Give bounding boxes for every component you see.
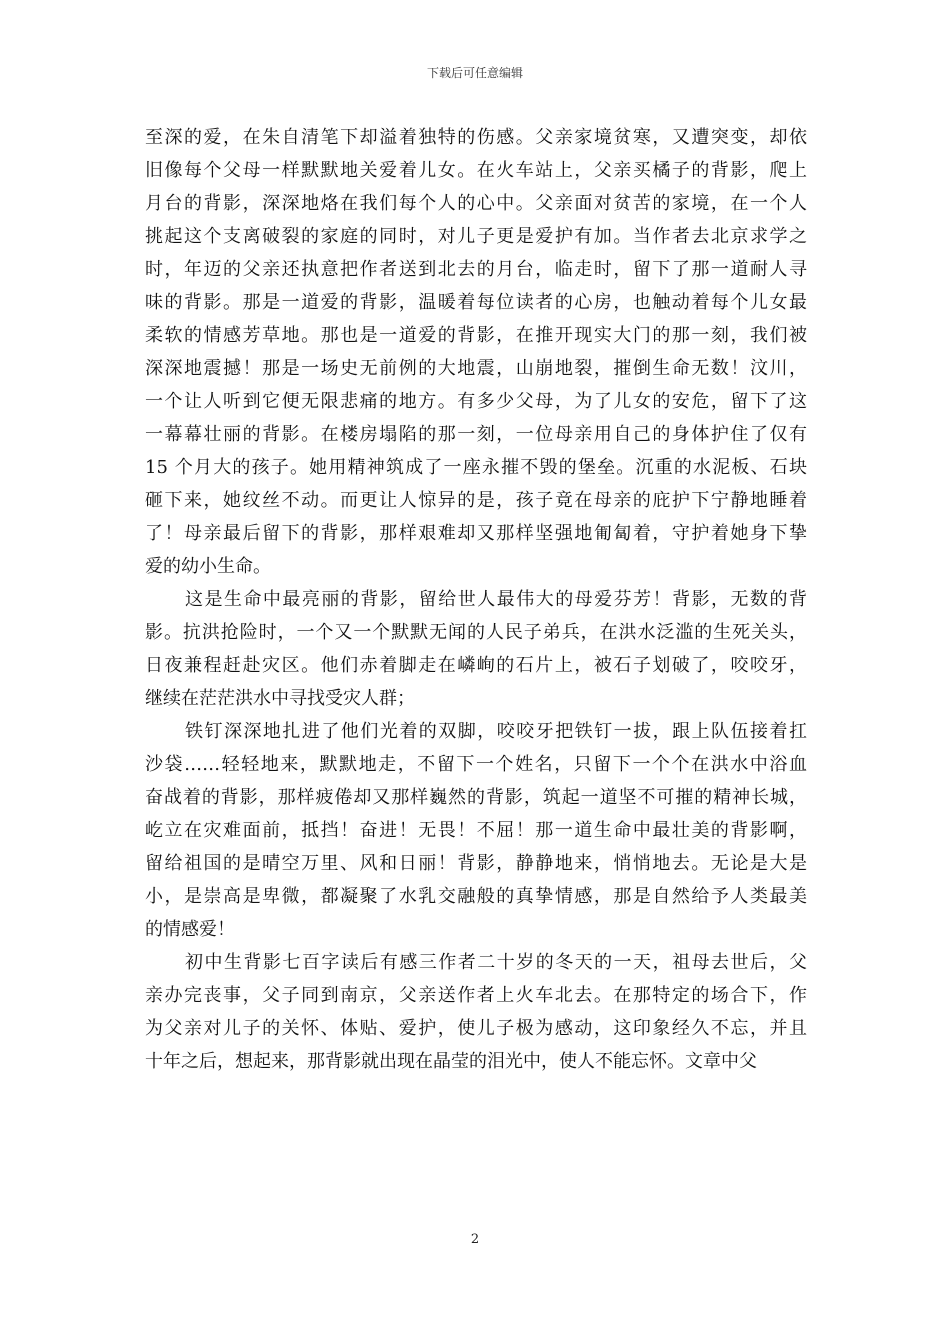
paragraph [145, 583, 807, 715]
text-line: 了！母亲最后留下的背影，那样艰难却又那样坚强地匍匐着，守护着她身下挚 [145, 523, 807, 544]
text-line: 砸下来，她纹丝不动。而更让人惊异的是，孩子竟在母亲的庇护下宁静地睡着 [145, 490, 807, 511]
text-line: 爱的幼小生命。 [145, 556, 271, 577]
document-body [145, 121, 807, 1078]
text-line: 留给祖国的是晴空万里、风和日丽！背影，静静地来，悄悄地去。无论是大是 [145, 853, 807, 874]
text-line: 深深地震撼！那是一场史无前例的大地震，山崩地裂，摧倒生命无数！汶川， [145, 358, 807, 379]
text-line: 影。抗洪抢险时，一个又一个默默无闻的人民子弟兵，在洪水泛滥的生死关头， [145, 622, 807, 643]
paragraph [145, 946, 807, 1078]
text-line: 初中生背影七百字读后有感三作者二十岁的冬天的一天，祖母去世后，父 [185, 952, 807, 973]
text-line: 一幕幕壮丽的背影。在楼房塌陷的那一刻，一位母亲用自己的身体护住了仅有 [145, 424, 807, 445]
text-line: 继续在茫茫洪水中寻找受灾人群； [145, 688, 415, 709]
text-line: 十年之后，想起来，那背影就出现在晶莹的泪光中，使人不能忘怀。文章中父 [145, 1051, 757, 1072]
text-line: 屹立在灾难面前，抵挡！奋进！无畏！不屈！那一道生命中最壮美的背影啊， [145, 820, 807, 841]
text-line: 味的背影。那是一道爱的背影，温暖着每位读者的心房，也触动着每个儿女最 [145, 292, 807, 313]
text-line: 这是生命中最亮丽的背影，留给世人最伟大的母爱芬芳！背影，无数的背 [185, 589, 807, 610]
text-line: 奋战着的背影，那样疲倦却又那样巍然的背影，筑起一道坚不可摧的精神长城， [145, 787, 807, 808]
text-line: 月台的背影，深深地烙在我们每个人的心中。父亲面对贫苦的家境，在一个人 [145, 193, 807, 214]
text-line: 一个让人听到它便无限悲痛的地方。有多少父母，为了儿女的安危，留下了这 [145, 391, 807, 412]
paragraph [145, 715, 807, 946]
text-line: 旧像每个父母一样默默地关爱着儿女。在火车站上，父亲买橘子的背影，爬上 [145, 160, 807, 181]
text-line: 挑起这个支离破裂的家庭的同时，对儿子更是爱护有加。当作者去北京求学之 [145, 226, 807, 247]
text-line: 小，是崇高是卑微，都凝聚了水乳交融般的真挚情感，那是自然给予人类最美 [145, 886, 807, 907]
text-line: 的情感爱！ [145, 919, 235, 940]
page-number: 2 [470, 1232, 480, 1247]
page-header: 下载后可任意编辑 [426, 66, 523, 80]
text-line: 亲办完丧事，父子同到南京，父亲送作者上火车北去。在那特定的场合下，作 [145, 985, 807, 1006]
text-line: 柔软的情感芳草地。那也是一道爱的背影，在推开现实大门的那一刻，我们被 [145, 325, 807, 346]
paragraph [145, 121, 807, 583]
text-line: 铁钉深深地扎进了他们光着的双脚，咬咬牙把铁钉一拔，跟上队伍接着扛 [185, 721, 807, 742]
text-line: 日夜兼程赶赴灾区。他们赤着脚走在嶙峋的石片上，被石子划破了，咬咬牙， [145, 655, 807, 676]
text-line: 沙袋……轻轻地来，默默地走，不留下一个姓名，只留下一个个在洪水中浴血 [145, 754, 807, 775]
text-line: 时，年迈的父亲还执意把作者送到北去的月台，临走时，留下了那一道耐人寻 [145, 259, 807, 280]
text-line: 至深的爱，在朱自清笔下却溢着独特的伤感。父亲家境贫寒，又遭突变，却依 [145, 127, 807, 148]
text-line: 15 个月大的孩子。她用精神筑成了一座永摧不毁的堡垒。沉重的水泥板、石块 [145, 457, 807, 478]
text-line: 为父亲对儿子的关怀、体贴、爱护，使儿子极为感动，这印象经久不忘，并且 [145, 1018, 807, 1039]
